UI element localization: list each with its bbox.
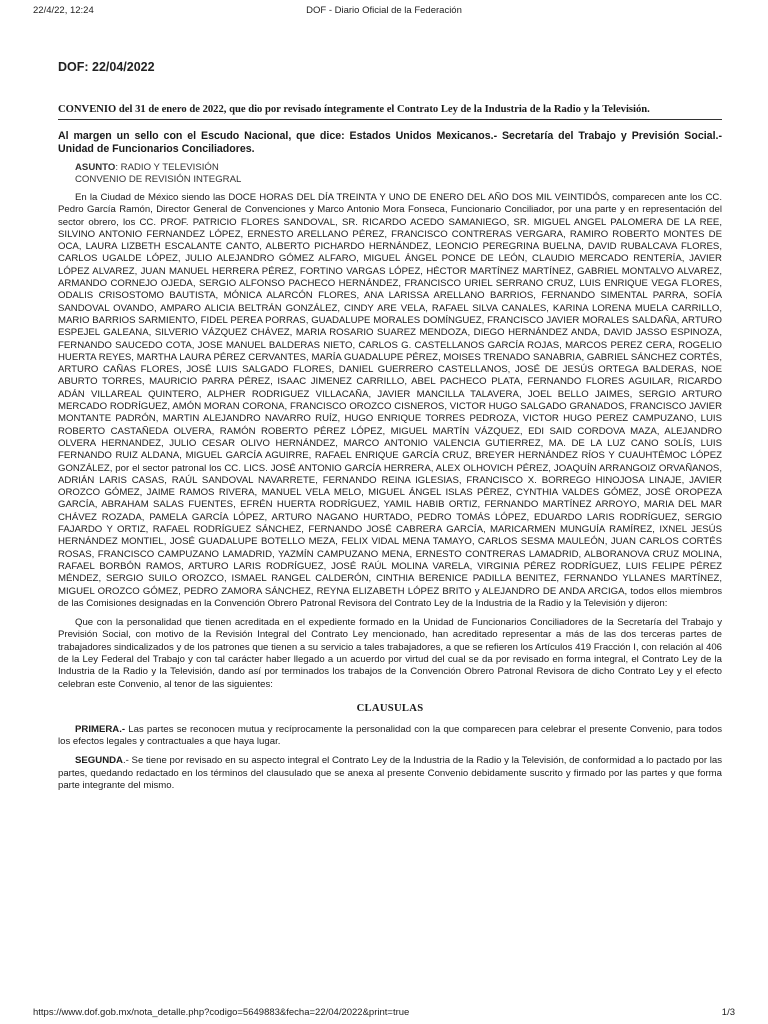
paragraph-comparecen: En la Ciudad de México siendo las DOCE HORAS DEL DÍA TREINTA Y UNO DE ENERO DEL AÑO DOS MIL VEINTIDÓS, comparecen ante los CC. Pedro García Ramón, Director General de Convenciones y Marco Antonio Mora Fonseca, Funcionario Conciliador, por una parte y en representación del sector obrero, los CC. PROF. PATRICIO FLORES SANDOVAL, SR. RICARDO ACEDO SAMANIEGO, SR. MIGUEL ANGEL PALOMERA DE LA REE, SILVINO ANTONIO FERNANDEZ LÓPEZ, ERNESTO ARELLANO PÉREZ, FRANCISCO CONTRERAS VERGARA, RAMIRO ROBERTO MONTES DE OCA, LAURA LIZBETH ESCALANTE CANTO, ALBERTO PICHARDO HERNÁNDEZ, LEONCIO PEREGRINA BUELNA, DAVID RUBALCAVA FLORES, CARLOS UGALDE LÓPEZ, JULIO ALEJANDRO GÓMEZ ALFARO, MIGUEL ÁNGEL PONCE DE LEÓN, CLAUDIO MERCADO RENTERÍA, JAVIER LÓPEZ ALVAREZ, JUAN MANUEL HERRERA PÉREZ, FORTINO VARGAS LÓPEZ, HÉCTOR MARTÍNEZ MARTÍNEZ, GABRIEL MONTALVO ALVAREZ, ARMANDO CORNEJO OJEDA, SERGIO ALFONSO PACHECO HERNÁNDEZ, FRANCISCO URIEL SERRANO CRUZ, LUIS ENRIQUE VEGA FLORES, ODALIS CRISOSTOMO BAUTISTA, MÓNICA ALARCÓN FLORES, ANA LARISSA ARELLANO BARRIOS, FERNANDO SIMENTAL PARRA, SOFÍA SANDOVAL OVANDO, AMPARO ALICIA BELTRÁN GONZÁLEZ, CINDY ARE VELA, RAFAEL SILVA CANALES, KARINA LORENA MUELA CARRILLO, MARIO BARRIOS SARMIENTO, FIDEL PEREA PORRAS, GUADALUPE MORALES DOMÍNGUEZ, FRANCISCO JAVIER MORALES SALDAÑA, ARTURO ESPEJEL GALEANA, SILVERIO VÁZQUEZ CHÁVEZ, MARIA ROSARIO SUAREZ MENDOZA, DIEGO HERNÁNDEZ ANDA, DAVID JASSO ESPINOZA, FERNANDO SAUCEDO COTA, JOSE MANUEL BALDERAS NIETO, CARLOS G. CASTELLANOS GARCÍA ROJAS, MARCOS PEREZ CERA, ROGELIO HUERTA REYES, MARTHA LAURA PÉREZ CERVANTES, MARÍA GUADALUPE PÉREZ, MOISES TRENADO SANABRIA, GABRIEL SÁNCHEZ CORTÉS, ARTURO CAÑAS FLORES, JOSÉ LUIS SALGADO FLORES, DANIEL GUERRERO CASTELLANOS, JOSÉ DE JESÚS ORTEGA BALDERAS, NOE ABURTO TORRES, MAURICIO PARRA PÉREZ, ISAAC JIMENEZ CARRILLO, ABEL PACHECO PLATA, FERNANDO FLORES AGUILAR, RICARDO ADÁN VILLAREAL QUINTERO, ALPHER RODRIGUEZ VILLACAÑA, JAVIER MANCILLA TALAVERA, JOEL BELLO JAIMES, SERGIO ARTURO MERCADO RODRÍGUEZ, AMÓN MORAN CORONA, FRANCISCO OROZCO CISNEROS, VICTOR HUGO SALGADO GRANADOS, FRANCISCO JAVIER MONTANTE PADRÓN, MARTIN ALEJANDRO NAVARRO RUÍZ, HUGO ENRIQUE TORRES PEDROZA, VICTOR HUGO PEREZ CAMPUZANO, LUIS ROBERTO CASTAÑEDA OLVERA, RAMÓN ROBERTO PÉREZ LÓPEZ, MIGUEL MARTÍN VÁZQUEZ, EDI SAID CORDOVA MAZA, ALEJANDRO OLVERA HERNANDEZ, JULIO CESAR OLIVO HERNÁNDEZ, MARCO ANTONIO VALENCIA GUTIERREZ, MA. DE LA LUZ CANO SOLÍS, LUIS FERNANDO RUIZ ALDANA, MIGUEL GARCÍA AGUIRRE, RAFAEL ENRIQUE GARCÍA CRUZ, BREYER HERNÁNDEZ RÍOS Y CUAUHTÉMOC LÓPEZ GONZÁLEZ, por el sector patronal los CC. LICS. JOSÉ ANTONIO GARCÍA HERRERA, ALEX OLHOVICH PÉREZ, JOAQUÍN ARRANGOIZ ORVAÑANOS, ADRIÁN LARIS CASAS, RAÚL SANDOVAL NAVARRETE, FERNANDO REINA IGLESIAS, FRANCISCO X. BORREGO HINOJOSA LINAJE, JAVIER OROZCO GÓMEZ, JAIME RAMOS RIVERA, MANUEL VELA MELO, MIGUEL ÁNGEL ISLAS PÉREZ, CYNTHIA VALDES GÓMEZ, JOSÉ OROPEZA GARCÍA, ABRAHAM SALAS FUENTES, EFRÉN HUERTA RODRÍGUEZ, YAMIL HABIB ORTIZ, FERNANDO MARTÍNEZ ARROYO, MARIA DEL MAR CHÁVEZ ROZADA, PAMELA GARCÍA LÓPEZ, ARTURO NAGANO HURTADO, PEDRO TOMÁS LÓPEZ, EDUARDO LARIS RODRÍGUEZ, SERGIO FAJARDO Y ORTIZ, RAFAEL RODRÍGUEZ SÁNCHEZ, FERNANDO JOSÉ CABRERA GARCÍA, MARICARMEN MUNGUÍA RAMÍREZ, IXNEL JESÚS HERNÁNDEZ MONTIEL, JOSÉ GUADALUPE BOTELLO MEZA, FELIX VIDAL MENA TAMAYO, CARLOS SESMA MAULEÓN, JUAN CARLOS CORTÉS ROSAS, FRANCISCO CAMPUZANO LAMADRID, YAZMÍN CAMPUZANO MENA, ERNESTO CONTRERAS LAMADRID, ALBORANOVA CRUZ MOLINA, RAFAEL BORBÓN RAMOS, ARTURO LARIS RODRÍGUEZ, JOSÉ RAÚL MOLINA VARELA, VIRGINIA PÉREZ RODRÍGUEZ, LUIS FELIPE PÉREZ MÉNDEZ, SERGIO SUILO OROZCO, ISMAEL RANGEL CALDERÓN, CINTHIA BERENICE PADILLA BENITEZ, FERNANDO YLLANES MARTÍNEZ, MIGUEL OROZCO GÓMEZ, PEDRO ZAMORA SÁNCHEZ, REYNA ELIZABETH LÓPEZ BRITO y ALEJANDRO DE ANDA ARCIGA, todos ellos miembros de las Comisiones designadas en la Convención Obrero Patronal Revisora del Contrato Ley de la Industria de la Radio y la Televisión y dijeron:: [58, 192, 722, 609]
paragraph-personalidad: Que con la personalidad que tienen acreditada en el expediente formado en la Unidad de Funcionarios Conciliadores de la Secretaría del Trabajo y Previsión Social, con motivo de la Revisión Integral del Contrato Ley mencionado, han acreditado representar a más de las dos terceras partes de trabajadores sindicalizados y de los patrones que tienen a su servicio a tales trabajadores, a que se refieren los Artículos 419 Fracción I, con relación al 406 de la Ley Federal del Trabajo y con tal carácter haber llegado a un acuerdo por virtud del cual se da por revisado en forma integral, el Contrato Ley de la Industria de la Radio y la Televisión, dando así por terminados los trabajos de la Convención Obrero Patronal Revisora de dicho Contrato Ley y el efecto celebran este Convenio, al tenor de las siguientes:: [58, 617, 722, 690]
document-body: [58, 60, 722, 799]
clausulas-heading: CLAUSULAS: [356, 702, 424, 714]
print-footer: [33, 1007, 735, 1021]
print-page-title: DOF - Diario Oficial de la Federación: [306, 5, 462, 16]
asunto-label: ASUNTO: [75, 162, 116, 173]
page-number: 1/3: [721, 1007, 735, 1018]
clausula-segunda: [58, 755, 722, 792]
clausula-primera: [58, 724, 722, 749]
margin-note: Al margen un sello con el Escudo Nacional, que dice: Estados Unidos Mexicanos.- Secretaría del Trabajo y Previsión Social.- Unidad de Funcionarios Conciliadores.: [58, 130, 722, 155]
print-datetime: 22/4/22, 12:24: [33, 5, 94, 16]
clausula-segunda-text: .- Se tiene por revisado en su aspecto integral el Contrato Ley de la Industria de la Radio y la Televisión, de conformidad a lo pactado por las partes, quedando redactado en los términos del clausulado que se anexa al presente Convenio debidamente suscrito y firmado por las partes y que forma parte integrante del mismo.: [58, 755, 722, 792]
asunto-value: : RADIO Y TELEVISIÓN: [115, 162, 219, 173]
dof-date: DOF: 22/04/2022: [58, 60, 155, 74]
clausula-primera-text: Las partes se reconocen mutua y recíprocamente la personalidad con la que comparecen para celebrar el presente Convenio, para todos los efectos legales y contractuales a que haya lugar.: [58, 723, 722, 748]
clausula-segunda-label: SEGUNDA: [75, 755, 123, 767]
page-url: https://www.dof.gob.mx/nota_detalle.php?codigo=5649883&fecha=22/04/2022&print=true: [33, 1007, 410, 1018]
asunto-line: [75, 162, 722, 174]
convenio-title: CONVENIO del 31 de enero de 2022, que dio por revisado íntegramente el Contrato Ley de la Industria de la Radio y la Televisión.: [58, 104, 722, 120]
convenio-type: CONVENIO DE REVISIÓN INTEGRAL: [75, 174, 242, 185]
print-header: [33, 5, 735, 19]
clausula-primera-label: PRIMERA.-: [75, 723, 126, 735]
